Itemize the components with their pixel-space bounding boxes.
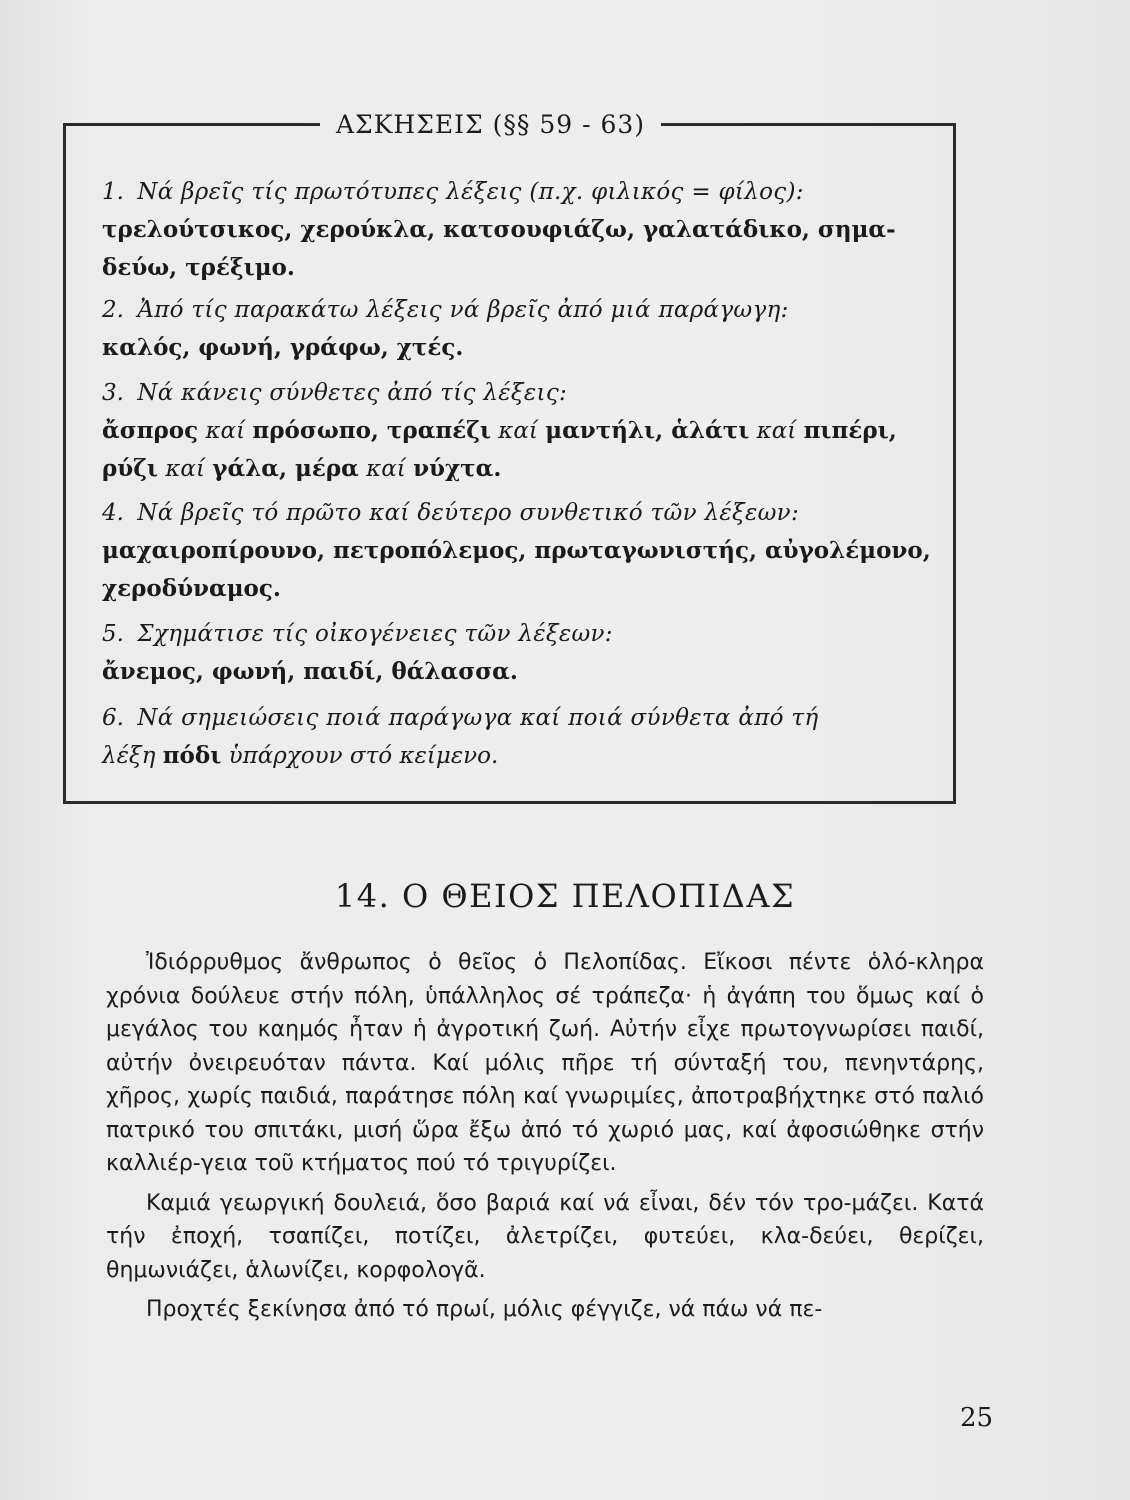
exercise-number: 2. [102, 297, 124, 323]
word: πρόσωπο, τραπέζι [252, 417, 491, 444]
paragraph: Ἰδιόρρυθμος ἄνθρωπος ὁ θεῖος ὁ Πελοπίδας. Εἴκοσι πέντε ὁλό-κληρα χρόνια δούλευε στήν πόλη, ὑπάλληλος σέ τράπεζα· ἡ ἀγάπη του ὅμως καί ὁ μεγάλος του καημός ἦταν ἡ ἀγροτική ζωή. Αὐτήν εἶχε πρωτογνωρίσει παιδί, αὐτήν ὀνειρευόταν πάντα. Καί μόλις πῆρε τή σύνταξή του, πενηντάρης, χῆρος, χωρίς παιδιά, παράτησε πόλη καί γνωριμίες, ἀποτραβήχτηκε στό παλιό πατρικό του σπιτάκι, μισή ὥρα ἔξω ἀπό τό χωριό μας, καί ἀφοσιώθηκε στήν καλλιέρ-γεια τοῦ κτήματος πού τό τριγυρίζει. [106, 950, 984, 1176]
exercise-2 [102, 291, 952, 367]
paragraph: Καμιά γεωργική δουλειά, ὅσο βαριά καί νά εἶναι, δέν τόν τρο-μάζει. Κατά τήν ἐποχή, τσαπίζει, ποτίζει, ἀλετρίζει, φυτεύει, κλα-δεύει, θερίζει, θημωνιάζει, ἁλωνίζει, κορφολογᾶ. [106, 1190, 984, 1283]
word: πόδι [162, 742, 222, 769]
exercise-instruction: Νά σημειώσεις ποιά παράγωγα καί ποιά σύνθετα ἀπό τή [137, 705, 819, 731]
exercise-words: ἄνεμος, φωνή, παιδί, θάλασσα. [102, 658, 518, 685]
exercise-words: καλός, φωνή, γράφω, χτές. [102, 334, 464, 361]
exercise-words: χεροδύναμος. [102, 575, 281, 602]
word: νύχτα. [413, 455, 502, 482]
exercise-instruction: Ἀπό τίς παρακάτω λέξεις νά βρεῖς ἀπό μιά παράγωγη: [137, 297, 789, 323]
exercises-title: ΑΣΚΗΣΕΙΣ (§§ 59 - 63) [320, 110, 661, 140]
exercise-3 [102, 374, 952, 488]
exercise-words: τρελούτσικος, χερούκλα, κατσουφιάζω, γαλατάδικο, σημα- [102, 216, 896, 243]
conjunction: καί [366, 456, 406, 482]
exercise-6 [102, 699, 952, 775]
page-number: 25 [960, 1403, 994, 1433]
exercise-number: 1. [102, 179, 124, 205]
conjunction: καί [165, 456, 205, 482]
exercise-number: 3. [102, 380, 124, 406]
chapter-title: 14. Ο ΘΕΙΟΣ ΠΕΛΟΠΙΔΑΣ [334, 877, 796, 915]
word: ἄσπρος [102, 417, 199, 444]
exercise-5 [102, 615, 952, 691]
exercise-4 [102, 494, 952, 608]
exercise-number: 4. [102, 500, 124, 526]
conjunction: καί [498, 418, 538, 444]
exercise-1 [102, 173, 952, 287]
word: ρύζι [102, 455, 159, 482]
exercise-words: μαχαιροπίρουνο, πετροπόλεμος, πρωταγωνιστής, αὐγολέμονο, [102, 537, 931, 564]
exercise-number: 5. [102, 621, 124, 647]
instruction-text: λέξη [102, 743, 156, 769]
exercise-number: 6. [102, 705, 124, 731]
conjunction: καί [205, 418, 246, 444]
word: πιπέρι, [803, 417, 897, 444]
paragraph: Προχτές ξεκίνησα ἀπό τό πρωί, μόλις φέγγιζε, νά πάω νά πε- [146, 1297, 823, 1322]
conjunction: καί [756, 418, 797, 444]
exercise-instruction: Νά βρεῖς τό πρῶτο καί δεύτερο συνθετικό τῶν λέξεων: [137, 500, 799, 526]
exercise-words [102, 737, 952, 775]
word: γάλα, μέρα [212, 455, 359, 482]
word: μαντήλι, ἁλάτι [545, 417, 750, 444]
exercise-words: δεύω, τρέξιμο. [102, 254, 295, 281]
exercise-words [102, 450, 952, 488]
exercise-instruction: Νά βρεῖς τίς πρωτότυπες λέξεις (π.χ. φιλικός = φίλος): [137, 179, 804, 205]
chapter-text [106, 946, 984, 1327]
exercise-words [102, 412, 952, 450]
instruction-text: ὑπάρχουν στό κείμενο. [228, 743, 499, 769]
exercise-instruction: Σχημάτισε τίς οἰκογένειες τῶν λέξεων: [137, 621, 613, 647]
exercise-instruction: Νά κάνεις σύνθετες ἀπό τίς λέξεις: [137, 380, 568, 406]
